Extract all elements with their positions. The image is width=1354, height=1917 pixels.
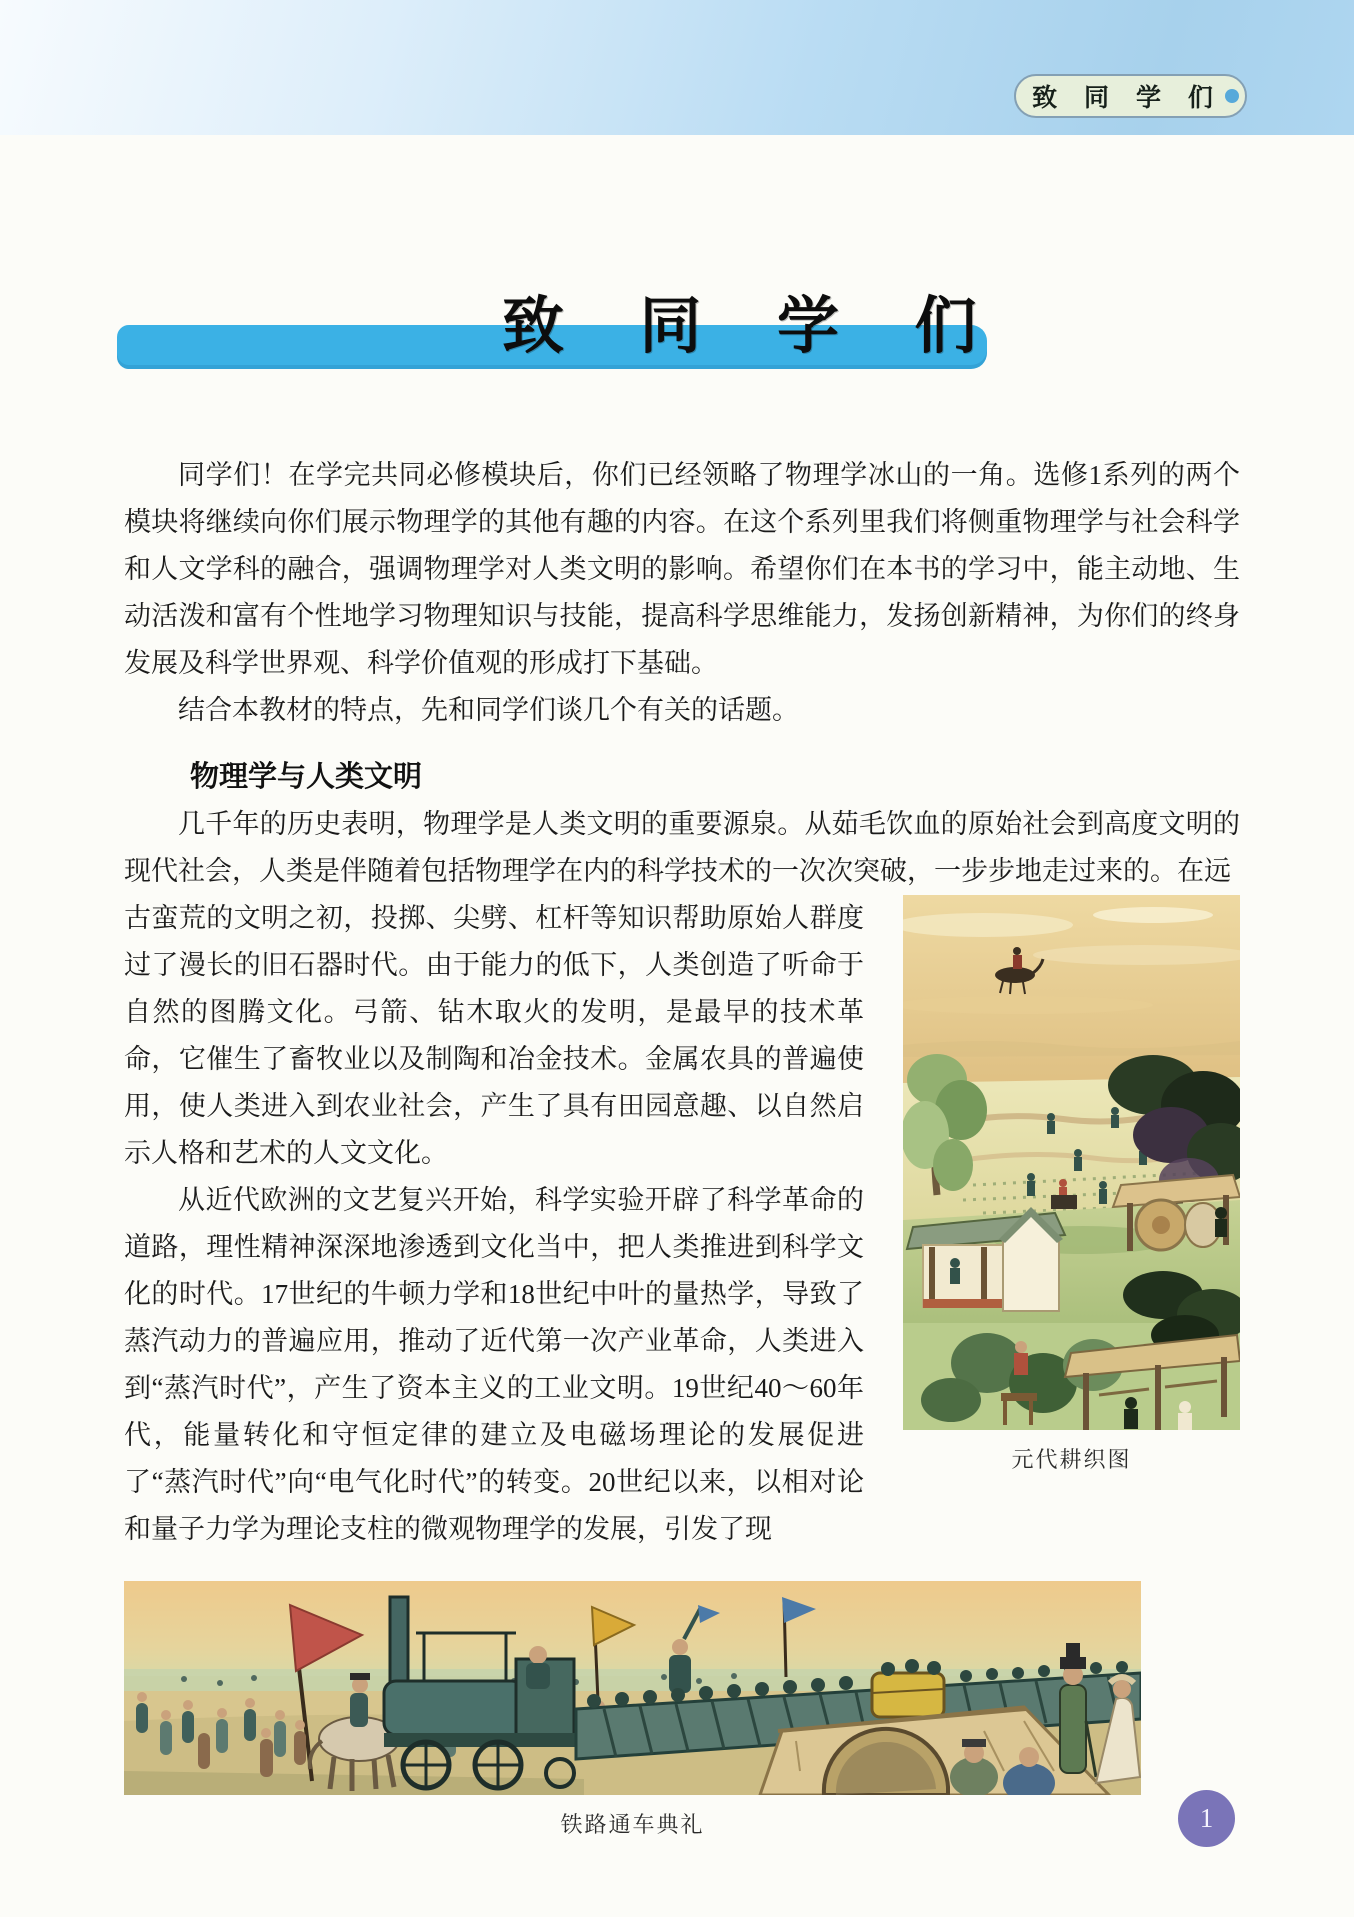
chapter-tab-label: 致 同 学 们 [1032,84,1223,112]
page-number: 1 [1199,1803,1214,1833]
intro-paragraph-2: 结合本教材的特点，先和同学们谈几个有关的话题。 [178,695,799,725]
page-title: 致 同 学 们 [502,293,1007,361]
page-number-badge [1178,1790,1235,1847]
page-content [124,452,1240,1839]
railway-caption: 铁路通车典礼 [560,1812,705,1837]
section-paragraph-2: 从近代欧洲的文艺复兴开始，科学实验开辟了科学革命的道路，理性精神深深地渗透到文化当中，把人类推进到科学文化的时代。17世纪的牛顿力学和18世纪中叶的量热学，导致了蒸汽动力的普遍应用，推动了近代第一次产业革命，人类进入到“蒸汽时代”，产生了资本主义的工业文明。19世纪40～60年代，能量转化和守恒定律的建立及电磁场理论的发展促进了“蒸汽时代”向“电气化时代”的转变。20世纪以来，以相对论和量子力学为理论支柱的微观物理学的发展，引发了现 [124,1185,864,1544]
text-with-figure-row [124,895,1240,1553]
tab-dot-icon [1225,89,1239,103]
intro-paragraph-1: 同学们！在学完共同必修模块后，你们已经领略了物理学冰山的一角。选修1系列的两个模块将继续向你们展示物理学的其他有趣的内容。在这个系列里我们将侧重物理学与社会科学和人文学科的融合，强调物理学对人类文明的影响。希望你们在本书的学习中，能主动地、生动活泼和富有个性地学习物理知识与技能，提高科学思维能力，发扬创新精神，为你们的终身发展及科学世界观、科学价值观的形成打下基础。 [124,460,1240,678]
figure-railway [124,1581,1240,1839]
section-heading: 物理学与人类文明 [190,761,423,793]
figure-weaving [864,895,1240,1474]
weaving-caption: 元代耕织图 [1011,1447,1132,1472]
section-paragraph-1-lead: 几千年的历史表明，物理学是人类文明的重要源泉。从茹毛饮血的原始社会到高度文明的现代社会，人类是伴随着包括物理学在内的科学技术的一次次突破，一步步地走过来的。在远 [124,809,1240,886]
chapter-tab [1014,74,1247,118]
section-paragraph-1-wrapped: 古蛮荒的文明之初，投掷、尖劈、杠杆等知识帮助原始人群度过了漫长的旧石器时代。由于能力的低下，人类创造了听命于自然的图腾文化。弓箭、钻木取火的发明，是最早的技术革命，它催生了畜牧业以及制陶和冶金技术。金属农具的普遍使用，使人类进入到农业社会，产生了具有田园意趣、以自然启示人格和艺术的人文文化。 [124,903,864,1168]
railway-painting-image [124,1581,1141,1795]
weaving-painting-image [903,895,1240,1430]
wrapped-text-column [124,895,864,1553]
